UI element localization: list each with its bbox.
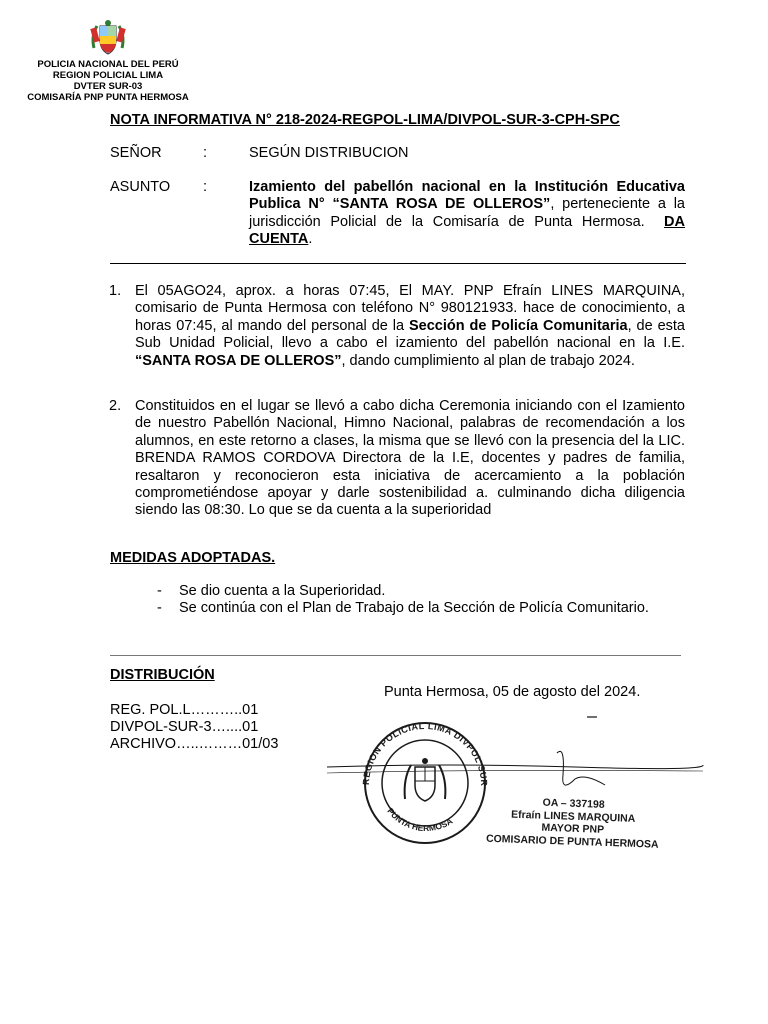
asunto-normal-text: , perteneciente a la jurisdicción Policial de la Comisaría de Punta Hermosa. bbox=[249, 196, 685, 230]
bullet-dash: - bbox=[157, 600, 162, 616]
da-cuenta-text: DA CUENTA bbox=[249, 213, 685, 248]
distribution-heading: DISTRIBUCIÓN bbox=[110, 667, 215, 683]
document-title: NOTA INFORMATIVA N° 218-2024-REGPOL-LIMA/DIVPOL-SUR-3-CPH-SPC bbox=[110, 112, 620, 128]
paragraph-1-text-a: El 05AGO24, aprox. a horas 07:45, El MAY. PNP Efraín LINES MARQUINA, comisario de Punta Hermosa con teléfono N° 980121933. hace de conocimiento, a horas 07:45, al mando del personal de la bbox=[135, 283, 685, 334]
asunto-colon: : bbox=[203, 179, 208, 195]
senor-colon: : bbox=[203, 145, 208, 161]
institution-header bbox=[10, 59, 206, 103]
seal-emblem-icon bbox=[405, 758, 446, 801]
place-date: Punta Hermosa, 05 de agosto del 2024. bbox=[384, 684, 641, 700]
header-line-1: POLICIA NACIONAL DEL PERÚ bbox=[37, 59, 179, 70]
peru-coat-of-arms-icon bbox=[88, 18, 128, 58]
senor-label: SEÑOR bbox=[110, 145, 162, 161]
bullet-dash: - bbox=[157, 583, 162, 599]
signature-code: OA – 337198 bbox=[542, 796, 605, 811]
paragraph-1-bold-b: “SANTA ROSA DE OLLEROS” bbox=[135, 352, 342, 369]
measure-item-1 bbox=[157, 583, 386, 599]
distribution-item-3: ARCHIVO…..………01/03 bbox=[110, 736, 279, 752]
senor-value: SEGÚN DISTRIBUCION bbox=[249, 145, 409, 161]
header-line-2: REGION POLICIAL LIMA bbox=[52, 70, 164, 81]
medidas-heading: MEDIDAS ADOPTADAS. bbox=[110, 550, 276, 566]
seal-ring-top-text: REGION POLICIAL LIMA DIVPOL SUR bbox=[360, 720, 490, 787]
svg-text:PUNTA HERMOSA bbox=[385, 806, 454, 833]
paragraph-1-text-b: , de esta Sub Unidad Policial, llevo a cabo el izamiento del pabellón nacional en la I.E. bbox=[135, 317, 685, 352]
signature-rank: MAYOR PNP bbox=[541, 821, 605, 836]
distribution-item-2: DIVPOL-SUR-3…....01 bbox=[110, 719, 259, 735]
signature-position: COMISARIO DE PUNTA HERMOSA bbox=[485, 832, 659, 851]
asunto-label: ASUNTO bbox=[110, 179, 171, 195]
paragraph-2-number: 2. bbox=[109, 398, 122, 414]
divider-line bbox=[110, 263, 686, 264]
paragraph-1-number: 1. bbox=[109, 283, 122, 299]
measure-item-2-text: Se continúa con el Plan de Trabajo de la Sección de Policía Comunitario. bbox=[179, 600, 649, 616]
header-line-4: COMISARÍA PNP PUNTA HERMOSA bbox=[27, 92, 189, 103]
measure-item-1-text: Se dio cuenta a la Superioridad. bbox=[179, 583, 386, 599]
paragraph-1-bold-a: Sección de Policía Comunitaria bbox=[408, 317, 628, 334]
seal-ring-bottom-text: PUNTA HERMOSA bbox=[385, 805, 455, 834]
asunto-period: . bbox=[308, 231, 313, 248]
paragraph-1-text-c: , dando cumplimiento al plan de trabajo 2024. bbox=[341, 352, 635, 369]
paragraph-2-text: Constituidos en el lugar se llevó a cabo dicha Ceremonia iniciando con el Izamiento de nuestro Pabellón Nacional, Himno Nacional, palabras de recomendación a los alumnos, en este retorno a clases, la misma que se llevó con la presencia del la LIC. BRENDA RAMOS CORDOVA Directora de la I.E, docentes y padres de familia, resaltaron y reconocieron esta iniciativa de acercamiento a la población comprometiéndose apoyar y darle sostenibilidad a. culminando dicha diligencia siendo las 08:30. Lo que se da cuenta a la superioridad bbox=[135, 398, 685, 519]
header-line-3: DVTER SUR-03 bbox=[73, 81, 143, 92]
measure-item-2 bbox=[157, 600, 649, 616]
paragraph-1 bbox=[109, 283, 685, 370]
asunto-value bbox=[249, 179, 685, 249]
signature-name: Efraín LINES MARQUINA bbox=[510, 808, 636, 825]
distribution-item-1: REG. POL.L………..01 bbox=[110, 702, 259, 718]
divider-line-2 bbox=[110, 655, 681, 656]
paragraph-2 bbox=[109, 398, 685, 520]
signature-block bbox=[459, 794, 701, 852]
asunto-bold-text: Izamiento del pabellón nacional en la Institución Educativa Publica N° “SANTA ROSA DE OLLEROS” bbox=[249, 179, 685, 213]
